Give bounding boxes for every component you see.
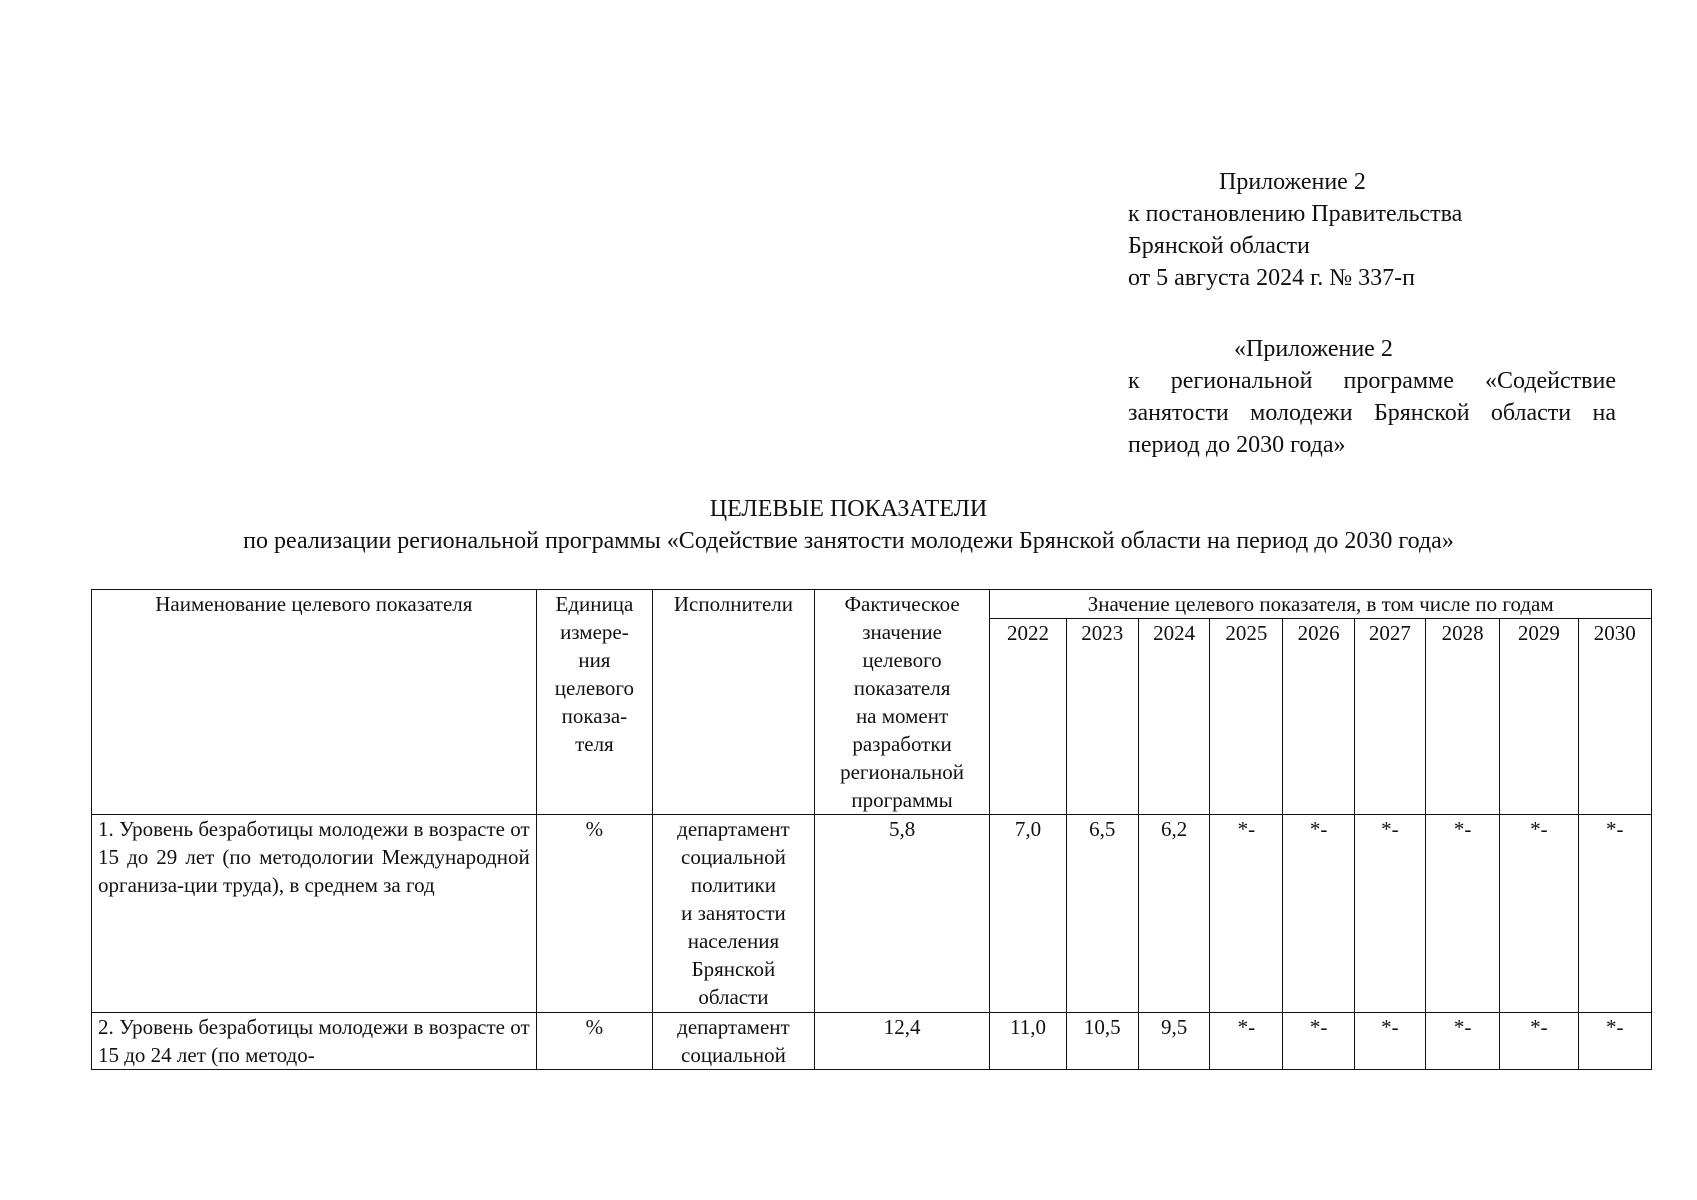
indicator-value: 9,5 [1138,1013,1209,1070]
table-row [92,815,1652,1013]
indicator-actual: 5,8 [814,815,990,1013]
document-title: ЦЕЛЕВЫЕ ПОКАЗАТЕЛИ [709,496,988,522]
indicator-value: 6,5 [1066,815,1138,1013]
header-years-group: Значение целевого показателя, в том числе по годам [990,590,1652,619]
header-year: 2027 [1354,619,1425,815]
indicator-value: *- [1283,1013,1354,1070]
indicator-name: 2. Уровень безработицы молодежи в возрасте от 15 до 24 лет (по методо- [92,1013,537,1070]
appendix-line-3: от 5 августа 2024 г. № 337-п [1128,265,1415,291]
header-year: 2024 [1138,619,1209,815]
indicator-unit: % [536,1013,652,1070]
reference-text: к региональной программе «Содействие занятости молодежи Брянской области на период до 2030 года» [1128,368,1616,458]
indicators-table [91,589,1652,1070]
header-year: 2030 [1578,619,1651,815]
header-year: 2026 [1283,619,1354,815]
indicator-value: 10,5 [1066,1013,1138,1070]
indicator-value: 7,0 [990,815,1066,1013]
indicator-unit: % [536,815,652,1013]
appendix-title: Приложение 2 [1219,169,1366,195]
header-year: 2025 [1210,619,1283,815]
indicator-value: *- [1283,815,1354,1013]
appendix-header [1128,166,1628,294]
indicator-value: *- [1578,815,1651,1013]
appendix-line-2: Брянской области [1128,233,1310,259]
header-indicator-name: Наименование целевого показателя [92,590,537,815]
indicator-value: 6,2 [1138,815,1209,1013]
header-unit: Единица измере- ния целевого показа- теля [536,590,652,815]
header-year: 2028 [1426,619,1500,815]
indicator-executor: департамент социальной [653,1013,815,1070]
header-executors: Исполнители [653,590,815,815]
document-subtitle: по реализации региональной программы «Содействие занятости молодежи Брянской области на период до 2030 года» [243,528,1454,554]
header-actual-value: Фактическое значение целевого показателя на момент разработки региональной программы [814,590,990,815]
program-reference [1128,333,1616,461]
indicator-value: *- [1354,815,1425,1013]
indicator-value: *- [1426,815,1500,1013]
appendix-line-1: к постановлению Правительства [1128,201,1463,227]
header-year: 2029 [1500,619,1578,815]
reference-title: «Приложение 2 [1234,336,1393,362]
indicator-value: *- [1426,1013,1500,1070]
indicator-value: 11,0 [990,1013,1066,1070]
indicator-value: *- [1210,815,1283,1013]
indicator-value: *- [1500,1013,1578,1070]
indicator-executor: департамент социальной политики и занятости населения Брянской области [653,815,815,1013]
header-year: 2023 [1066,619,1138,815]
indicator-value: *- [1210,1013,1283,1070]
indicator-actual: 12,4 [814,1013,990,1070]
indicator-value: *- [1578,1013,1651,1070]
indicator-name: 1. Уровень безработицы молодежи в возрасте от 15 до 29 лет (по методологии Международной организа-ции труда), в среднем за год [92,815,537,1013]
header-year: 2022 [990,619,1066,815]
indicator-value: *- [1500,815,1578,1013]
indicator-value: *- [1354,1013,1425,1070]
table-row [92,1013,1652,1070]
header-row-1 [92,590,1652,619]
